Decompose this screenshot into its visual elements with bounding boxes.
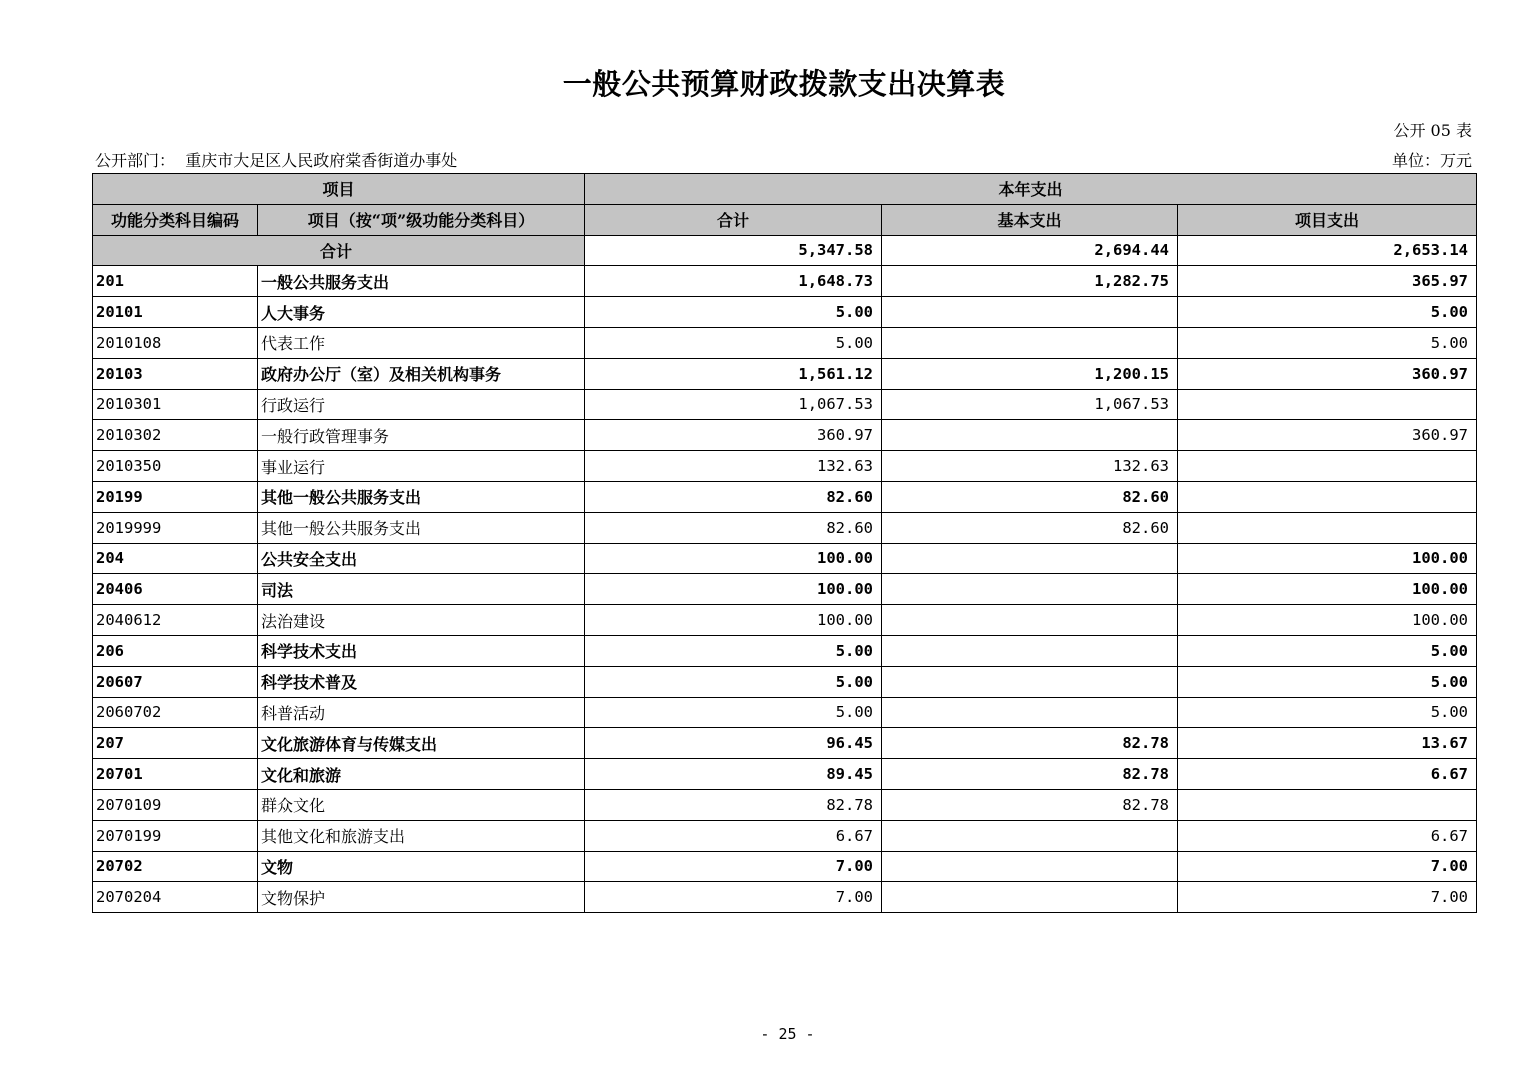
row-project: 13.67 [1178, 728, 1477, 759]
row-code: 20406 [93, 574, 258, 605]
row-project: 100.00 [1178, 574, 1477, 605]
row-code: 20103 [93, 358, 258, 389]
row-total: 100.00 [585, 605, 882, 636]
row-name: 其他文化和旅游支出 [258, 820, 585, 851]
row-basic [882, 543, 1178, 574]
row-total: 7.00 [585, 851, 882, 882]
row-total: 100.00 [585, 574, 882, 605]
row-name: 其他一般公共服务支出 [258, 512, 585, 543]
row-code: 20199 [93, 481, 258, 512]
table-row [93, 697, 1477, 728]
row-project [1178, 451, 1477, 482]
table-row [93, 481, 1477, 512]
header-project: 项目支出 [1178, 204, 1477, 235]
row-total: 5.00 [585, 297, 882, 328]
row-code: 206 [93, 635, 258, 666]
summary-label: 合计 [93, 235, 585, 266]
row-basic [882, 635, 1178, 666]
table-row [93, 512, 1477, 543]
row-basic [882, 851, 1178, 882]
row-code: 2019999 [93, 512, 258, 543]
row-project: 100.00 [1178, 605, 1477, 636]
table-row [93, 451, 1477, 482]
page-title: 一般公共预算财政拨款支出决算表 [562, 67, 1006, 101]
row-basic [882, 820, 1178, 851]
summary-basic: 2,694.44 [882, 235, 1178, 266]
row-project: 6.67 [1178, 820, 1477, 851]
row-total: 7.00 [585, 882, 882, 913]
row-project [1178, 512, 1477, 543]
row-project: 5.00 [1178, 635, 1477, 666]
table-row [93, 605, 1477, 636]
row-name: 公共安全支出 [258, 543, 585, 574]
row-name: 人大事务 [258, 297, 585, 328]
row-total: 82.78 [585, 789, 882, 820]
row-code: 2070199 [93, 820, 258, 851]
summary-total: 5,347.58 [585, 235, 882, 266]
row-code: 20607 [93, 666, 258, 697]
row-basic: 1,282.75 [882, 266, 1178, 297]
row-name: 行政运行 [258, 389, 585, 420]
row-project: 6.67 [1178, 759, 1477, 790]
row-basic [882, 666, 1178, 697]
row-basic [882, 882, 1178, 913]
row-project: 360.97 [1178, 420, 1477, 451]
row-basic [882, 420, 1178, 451]
row-name: 事业运行 [258, 451, 585, 482]
row-name: 代表工作 [258, 327, 585, 358]
row-basic: 132.63 [882, 451, 1178, 482]
row-total: 100.00 [585, 543, 882, 574]
table-row [93, 327, 1477, 358]
table-row [93, 759, 1477, 790]
row-basic: 1,200.15 [882, 358, 1178, 389]
page-number: - 25 - [760, 1025, 815, 1043]
row-code: 207 [93, 728, 258, 759]
row-code: 2010108 [93, 327, 258, 358]
header-code: 功能分类科目编码 [93, 204, 258, 235]
row-basic [882, 297, 1178, 328]
table-row [93, 389, 1477, 420]
row-basic [882, 574, 1178, 605]
row-basic [882, 327, 1178, 358]
department-name: 重庆市大足区人民政府棠香街道办事处 [185, 151, 458, 170]
table-row [93, 543, 1477, 574]
row-basic: 82.78 [882, 759, 1178, 790]
summary-project: 2,653.14 [1178, 235, 1477, 266]
department-label: 公开部门： [95, 151, 176, 170]
table-row [93, 297, 1477, 328]
row-name: 其他一般公共服务支出 [258, 481, 585, 512]
row-basic [882, 605, 1178, 636]
row-basic: 82.60 [882, 481, 1178, 512]
row-total: 82.60 [585, 512, 882, 543]
row-code: 20101 [93, 297, 258, 328]
row-project: 5.00 [1178, 297, 1477, 328]
row-name: 一般行政管理事务 [258, 420, 585, 451]
row-code: 20701 [93, 759, 258, 790]
row-total: 5.00 [585, 327, 882, 358]
table-row [93, 728, 1477, 759]
header-item: 项目 [93, 174, 585, 205]
row-project: 365.97 [1178, 266, 1477, 297]
unit-label: 单位：万元 [1391, 151, 1472, 170]
row-basic: 82.60 [882, 512, 1178, 543]
table-row [93, 666, 1477, 697]
form-number: 公开 05 表 [1393, 121, 1472, 140]
row-project: 100.00 [1178, 543, 1477, 574]
row-total: 5.00 [585, 666, 882, 697]
row-name: 文物 [258, 851, 585, 882]
row-project: 7.00 [1178, 851, 1477, 882]
row-name: 一般公共服务支出 [258, 266, 585, 297]
row-total: 1,648.73 [585, 266, 882, 297]
row-name: 文物保护 [258, 882, 585, 913]
header-basic: 基本支出 [882, 204, 1178, 235]
table-row [93, 882, 1477, 913]
row-basic [882, 697, 1178, 728]
row-total: 132.63 [585, 451, 882, 482]
row-project [1178, 389, 1477, 420]
row-code: 2040612 [93, 605, 258, 636]
table-row [93, 420, 1477, 451]
row-code: 20702 [93, 851, 258, 882]
row-project: 5.00 [1178, 697, 1477, 728]
row-name: 文化旅游体育与传媒支出 [258, 728, 585, 759]
row-project: 5.00 [1178, 327, 1477, 358]
row-project: 5.00 [1178, 666, 1477, 697]
row-project [1178, 789, 1477, 820]
row-total: 5.00 [585, 697, 882, 728]
row-code: 204 [93, 543, 258, 574]
header-total: 合计 [585, 204, 882, 235]
table-row [93, 574, 1477, 605]
table-row [93, 358, 1477, 389]
row-code: 2010350 [93, 451, 258, 482]
row-basic: 82.78 [882, 728, 1178, 759]
table-row [93, 789, 1477, 820]
row-basic: 82.78 [882, 789, 1178, 820]
row-total: 1,561.12 [585, 358, 882, 389]
row-code: 2010301 [93, 389, 258, 420]
budget-table [92, 173, 1477, 913]
header-current-year: 本年支出 [585, 174, 1477, 205]
row-name: 科学技术普及 [258, 666, 585, 697]
row-name: 司法 [258, 574, 585, 605]
row-name: 群众文化 [258, 789, 585, 820]
table-row [93, 851, 1477, 882]
summary-row [93, 235, 1477, 266]
row-name: 科普活动 [258, 697, 585, 728]
row-name: 政府办公厅（室）及相关机构事务 [258, 358, 585, 389]
table-row [93, 820, 1477, 851]
row-code: 2070204 [93, 882, 258, 913]
table-row [93, 266, 1477, 297]
row-name: 法治建设 [258, 605, 585, 636]
row-project [1178, 481, 1477, 512]
department-line [95, 148, 457, 171]
header-name: 项目（按“项”级功能分类科目） [258, 204, 585, 235]
row-total: 89.45 [585, 759, 882, 790]
row-total: 5.00 [585, 635, 882, 666]
row-total: 82.60 [585, 481, 882, 512]
row-total: 360.97 [585, 420, 882, 451]
row-project: 360.97 [1178, 358, 1477, 389]
table-row [93, 635, 1477, 666]
row-code: 201 [93, 266, 258, 297]
row-name: 科学技术支出 [258, 635, 585, 666]
row-basic: 1,067.53 [882, 389, 1178, 420]
row-total: 1,067.53 [585, 389, 882, 420]
row-project: 7.00 [1178, 882, 1477, 913]
row-name: 文化和旅游 [258, 759, 585, 790]
row-code: 2070109 [93, 789, 258, 820]
row-code: 2060702 [93, 697, 258, 728]
row-total: 96.45 [585, 728, 882, 759]
row-code: 2010302 [93, 420, 258, 451]
row-total: 6.67 [585, 820, 882, 851]
